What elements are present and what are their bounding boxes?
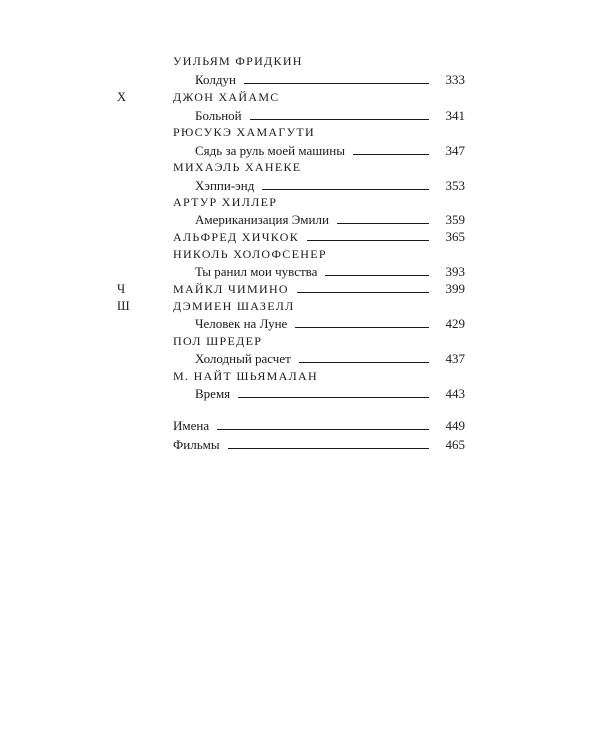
toc-author-row: [0, 366, 600, 386]
toc-film-title: Ты ранил мои чувства: [195, 264, 318, 279]
toc-film-title: Время: [195, 386, 231, 401]
toc-section-letter: Ч: [117, 282, 126, 296]
toc-page-number: 393: [445, 264, 465, 279]
toc-author-row: [0, 87, 600, 107]
toc-leader-line: [295, 327, 429, 328]
toc-page-number: 353: [445, 178, 465, 193]
toc-section-letter: Х: [117, 90, 127, 104]
toc-film-title: Американизация Эмили: [195, 212, 329, 227]
toc-page-number: 341: [445, 108, 465, 123]
toc-page-number: 399: [445, 281, 465, 296]
toc-page-number: 465: [445, 437, 465, 452]
toc-author: УИЛЬЯМ ФРИДКИН: [173, 54, 303, 68]
toc-author-row: [0, 244, 600, 264]
toc-author-row: [0, 157, 600, 177]
toc-page-number: 347: [445, 143, 465, 158]
toc-section-letter: Ш: [117, 299, 130, 313]
toc-page-number: 359: [445, 212, 465, 227]
toc-author: АРТУР ХИЛЛЕР: [173, 195, 278, 209]
toc-index-title: Имена: [173, 418, 210, 433]
toc-page-number: 449: [445, 418, 465, 433]
toc-film-title: Человек на Луне: [195, 316, 288, 331]
toc-leader-line: [217, 429, 429, 430]
toc-author: ПОЛ ШРЕДЕР: [173, 334, 263, 348]
toc-leader-line: [297, 292, 429, 293]
toc-leader-line: [228, 448, 429, 449]
toc-author: АЛЬФРЕД ХИЧКОК: [173, 230, 300, 244]
toc-author-row: [0, 296, 600, 316]
toc-author-row: [0, 192, 600, 212]
toc-author: МАЙКЛ ЧИМИНО: [173, 282, 289, 296]
toc-page-number: 429: [445, 316, 465, 331]
toc-film-row: [0, 384, 600, 404]
toc-page-number: 365: [445, 229, 465, 244]
toc-index-row: [0, 416, 600, 436]
toc-page-number: 437: [445, 351, 465, 366]
toc-leader-line: [238, 397, 429, 398]
toc-author: НИКОЛЬ ХОЛОФСЕНЕР: [173, 247, 327, 261]
toc-leader-line: [299, 362, 429, 363]
toc-author: РЮСУКЭ ХАМАГУТИ: [173, 125, 316, 139]
toc-leader-line: [307, 240, 429, 241]
toc-index-row: [0, 435, 600, 455]
toc-leader-line: [325, 275, 429, 276]
toc-film-title: Сядь за руль моей машины: [195, 143, 345, 158]
toc-leader-line: [353, 154, 429, 155]
toc-author: МИХАЭЛЬ ХАНЕКЕ: [173, 160, 302, 174]
toc-author-row: [0, 122, 600, 142]
toc-author: ДЖОН ХАЙАМС: [173, 90, 280, 104]
toc-film-title: Колдун: [195, 72, 236, 87]
toc-entry[interactable]: [173, 416, 465, 436]
toc-author-row: [0, 51, 600, 71]
toc-leader-line: [250, 119, 429, 120]
toc-film-title: Холодный расчет: [195, 351, 291, 366]
toc-index-title: Фильмы: [173, 437, 220, 452]
toc-page-number: 333: [445, 72, 465, 87]
toc-leader-line: [337, 223, 429, 224]
toc-film-title: Больной: [195, 108, 242, 123]
toc-film-title: Хэппи-энд: [195, 178, 255, 193]
toc-entry[interactable]: [173, 435, 465, 455]
toc-leader-line: [262, 189, 429, 190]
toc-page-number: 443: [445, 386, 465, 401]
toc-author: М. НАЙТ ШЬЯМАЛАН: [173, 369, 318, 383]
toc-leader-line: [244, 83, 429, 84]
toc-entry[interactable]: [195, 384, 465, 404]
toc-author: ДЭМИЕН ШАЗЕЛЛ: [173, 299, 295, 313]
toc-author-row: [0, 331, 600, 351]
